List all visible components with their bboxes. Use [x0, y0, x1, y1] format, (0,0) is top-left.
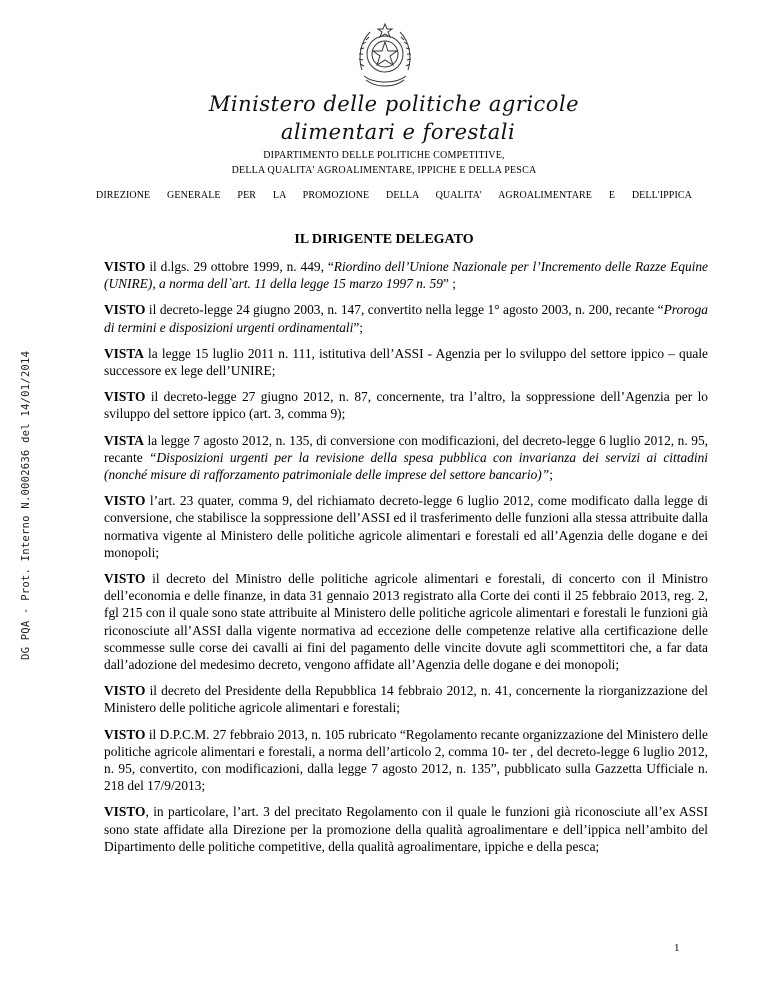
visto-paragraph — [104, 570, 708, 673]
department-line1: DIPARTIMENTO DELLE POLITICHE COMPETITIVE, — [263, 150, 505, 161]
paragraph-lead: VISTO — [104, 389, 146, 405]
paragraph-text: il decreto-legge 24 giugno 2003, n. 147, convertito nella legge 1° agosto 2003, n. 200, recante “ — [145, 302, 664, 318]
visto-paragraph — [104, 682, 708, 716]
paragraph-text: il decreto-legge 27 giugno 2012, n. 87, concernente, tra l’altro, la soppressione dell’Agenzia per lo sviluppo del settore ippico (art. 3, comma 9); — [104, 389, 708, 422]
visto-paragraph — [104, 803, 708, 855]
paragraph-text: il decreto del Presidente della Repubblica 14 febbraio 2012, n. 41, concernente la riorganizzazione del Ministero delle politiche agricole alimentari e forestali; — [104, 683, 708, 716]
paragraph-text: la legge 7 agosto 2012, n. 135, di conversione con modificazioni, del decreto-legge 6 luglio 2012, n. 95, recante — [104, 432, 708, 465]
ministry-name-line1: Ministero delle politiche agricole — [208, 92, 580, 116]
paragraph-lead: VISTO — [104, 683, 146, 699]
paragraph-text: ” ; — [442, 276, 456, 292]
paragraph-text: ”; — [353, 319, 364, 335]
directorate-heading: DIREZIONE GENERALE PER LA PROMOZIONE DELLA QUALITA' AGROALIMENTARE E DELL'IPPICA — [96, 190, 692, 201]
page-number: 1 — [674, 942, 680, 954]
ministry-name-line2: alimentari e forestali — [280, 120, 516, 144]
paragraph-text: ; — [549, 467, 553, 483]
paragraph-lead: VISTO — [104, 804, 146, 820]
paragraph-lead: VISTO — [104, 493, 146, 509]
document-body — [104, 258, 708, 864]
paragraph-text: il decreto del Ministro delle politiche agricole alimentari e forestali, di concerto con il Ministro dell’economia e delle finanze, in data 31 gennaio 2013 registrato alla Corte dei conti il 25 febbraio 2013, reg. 2, fgl 215 con il quale sono state attribuite al Ministero delle politiche agricole alimentari e forestali le funzioni già riconosciute all’ASSI dalla vigente normativa ad eccezione delle competenze relative alla certificazione delle scommesse sulle corse dei cavalli ai fini del pagamento delle vincite dovute agli scommettitori che, a far data dall’adozione del medesimo decreto, vengono affidate all’Agenzia delle dogane e dei monopoli; — [104, 571, 708, 673]
paragraph-lead: VISTO — [104, 302, 146, 318]
paragraph-citation: Riordino dell’Unione Nazionale per l’Incremento delle Razze Equine (UNIRE), a norma dell`art. 11 della legge 15 marzo 1997 n. 59 — [104, 259, 708, 292]
visto-paragraph — [104, 388, 708, 422]
paragraph-lead: VISTO — [104, 571, 146, 587]
visto-paragraph — [104, 258, 708, 292]
paragraph-lead: VISTA — [104, 345, 144, 361]
paragraph-text: il d.lgs. 29 ottobre 1999, n. 449, “ — [145, 259, 334, 274]
paragraph-citation: Proroga di termini e disposizioni urgenti ordinamentali — [104, 302, 708, 335]
visto-paragraph — [104, 492, 708, 561]
paragraph-lead: VISTO — [104, 726, 146, 742]
italian-republic-emblem-icon — [352, 20, 418, 94]
paragraph-citation: “Disposizioni urgenti per la revisione della spesa pubblica con invarianza dei servizi ai cittadini (nonché misure di rafforzamento patrimoniale delle imprese del settore bancario)” — [104, 449, 708, 483]
visto-paragraph — [104, 301, 708, 335]
paragraph-lead: VISTO — [104, 259, 146, 274]
paragraph-text: la legge 15 luglio 2011 n. 111, istitutiva dell’ASSI - Agenzia per lo sviluppo del settore ippico – quale successore ex lege dell’UNIRE; — [104, 345, 708, 379]
visto-paragraph — [104, 345, 708, 379]
paragraph-text: il D.P.C.M. 27 febbraio 2013, n. 105 rubricato “Regolamento recante organizzazione del Ministero delle politiche agricole alimentari e forestali, a norma dell’articolo 2, comma 10- ter , del decreto-legge 6 luglio 2012, n. 95, convertito, con modificazioni, dalla legge 7 agosto 2012, n. 135”, pubblicato sulla Gazzetta Ufficiale n. 218 del 17/9/2013; — [104, 726, 708, 794]
visto-paragraph — [104, 432, 708, 484]
paragraph-text: , in particolare, l’art. 3 del precitato Regolamento con il quale le funzioni già riconosciute all’ex ASSI sono state affidate alla Direzione per la promozione della qualità agroalimentare e dell’ippica nell’ambito del Dipartimento delle politiche competitive, della qualità agroalimentare, ippiche e della pesca; — [104, 804, 708, 854]
department-line2: DELLA QUALITA' AGROALIMENTARE, IPPICHE E DELLA PESCA — [231, 165, 537, 176]
document-title: IL DIRIGENTE DELEGATO — [294, 232, 474, 247]
paragraph-text: l’art. 23 quater, comma 9, del richiamato decreto-legge 6 luglio 2012, come modificato dalla legge di conversione, che stabilisce la soppressione dell’ASSI ed il trasferimento delle funzioni alla stessa attribuite dalla normativa vigente al Ministero delle politiche agricole alimentari e forestali ed all’Agenzia delle dogane e dei monopoli; — [104, 493, 708, 560]
paragraph-lead: VISTA — [104, 432, 144, 448]
protocol-stamp: DG PQA - Prot. Interno N.0002636 del 14/01/2014 — [20, 350, 32, 660]
visto-paragraph — [104, 726, 708, 795]
